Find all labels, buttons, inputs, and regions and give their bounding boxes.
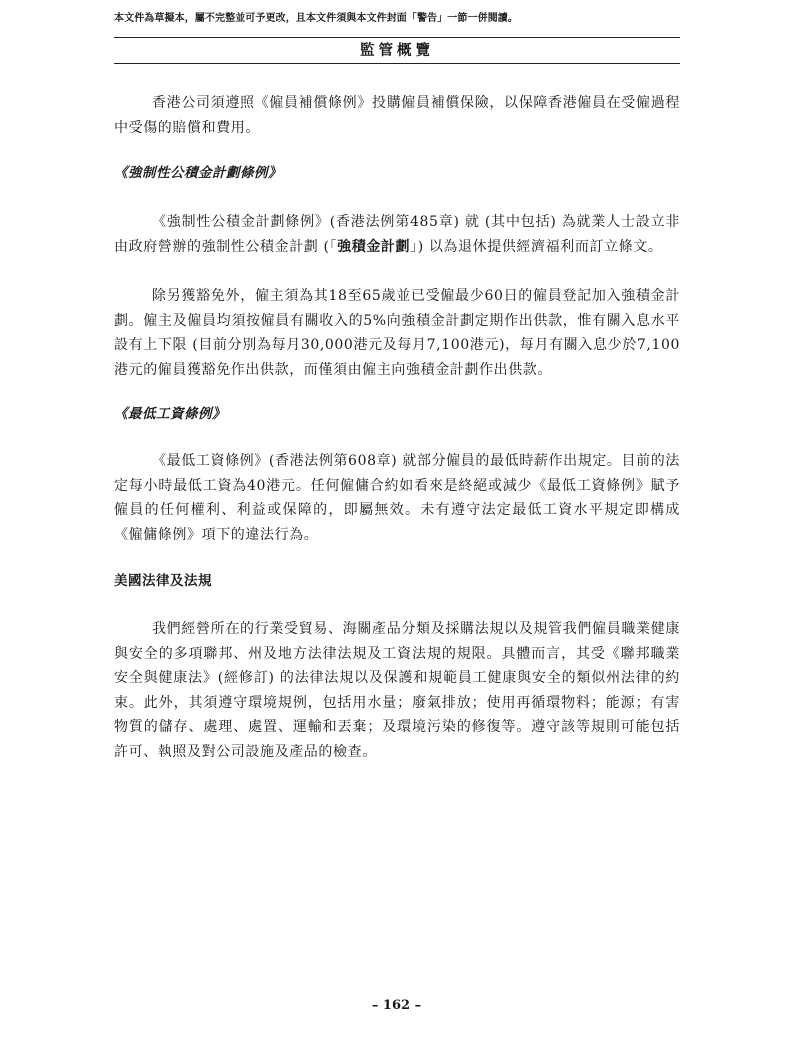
draft-disclaimer: 本文件為草擬本，屬不完整並可予更改，且本文件須與本文件封面「警告」一節一併閱讀。	[114, 13, 518, 24]
paragraph-mpf-text-start: 《強制性公積金計劃條例》(香港法例第485章) 就 (其中包括) 為就業人士設立非由政府營辦的強制性公積金計劃 (「	[114, 214, 680, 255]
section-title: 監管概覽	[360, 43, 434, 59]
heading-us-laws: 美國法律及法規	[114, 573, 212, 589]
paragraph-mpf-contributions: 除另獲豁免外，僱主須為其18至65歲並已受僱最少60日的僱員登記加入強積金計劃。僱主及僱員均須按僱員有關收入的5%向強積金計劃定期作出供款，惟有關入息水平設有上下限 (目前分別為每月30,000港元及每月7,100港元)，每月有關入息少於7,100港元的僱員獲豁免作出供款，而僅須由僱主向強積金計劃作出供款。	[114, 288, 680, 378]
paragraph-mpf-ordinance	[114, 210, 680, 259]
page-number: – 162 –	[371, 998, 422, 1013]
defined-term-mpf-scheme: 強積金計劃	[337, 238, 411, 255]
paragraph-employees-compensation: 香港公司須遵照《僱員補償條例》投購僱員補償保險，以保障香港僱員在受僱過程中受傷的賠償和費用。	[114, 95, 680, 136]
paragraph-us-laws: 我們經營所在的行業受貿易、海關產品分類及採購法規以及規管我們僱員職業健康與安全的多項聯邦、州及地方法律法規及工資法規的規限。具體而言，其受《聯邦職業安全與健康法》(經修訂) 的法律法規以及保護和規範員工健康與安全的類似州法律的約束。此外，其須遵守環境規例，包括用水量；廢氣排放；使用再循環物料；能源；有害物質的儲存、處理、處置、運輸和丟棄；及環境污染的修復等。遵守該等規則可能包括許可、執照及對公司設施及產品的檢查。	[114, 621, 680, 760]
header-bottom-rule	[114, 63, 680, 64]
heading-mpf-ordinance: 《強制性公積金計劃條例》	[114, 165, 282, 181]
header-top-rule	[114, 37, 680, 38]
paragraph-mpf-text-end: 」) 以為退休提供經濟福利而訂立條文。	[410, 238, 663, 255]
heading-minimum-wage-ordinance: 《最低工資條例》	[114, 406, 226, 422]
paragraph-minimum-wage: 《最低工資條例》(香港法例第608章) 就部分僱員的最低時薪作出規定。目前的法定每小時最低工資為40港元。任何僱傭合約如看來是終絕或減少《最低工資條例》賦予僱員的任何權利、利益或保障的，即屬無效。未有遵守法定最低工資水平規定即構成《僱傭條例》項下的違法行為。	[114, 453, 680, 543]
